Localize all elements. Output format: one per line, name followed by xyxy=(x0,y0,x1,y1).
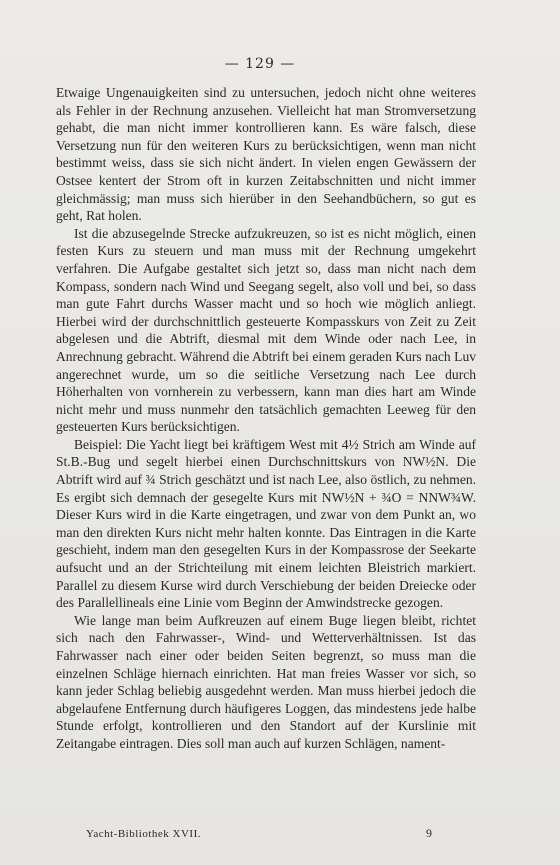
page-number: — 129 — xyxy=(224,56,296,72)
body-text xyxy=(56,84,476,753)
footer-series-title: Yacht-Bibliothek XVII. xyxy=(86,828,201,840)
paragraph-3: Beispiel: Die Yacht liegt bei kräftigem West mit 4½ Strich am Winde auf St.B.-Bug und segelt hierbei einen Durchschnittskurs von NW½N. Die Abtrift wird auf ¾ Strich geschätzt und ist nach Lee, also östlich, zu nehmen. Es ergibt sich demnach der gesegelte Kurs mit NW½N + ¾O = NNW¾W. Dieser Kurs wird in die Karte eingetragen, und zwar von dem Punkt an, wo man den direkten Kurs nicht mehr halten konnte. Das Eintragen in die Karte geschieht, indem man den gesegelten Kurs in der Kompassrose der Seekarte aufsucht und an der Strichteilung mit einem leichten Bleistrich markiert. Parallel zu diesem Kurse wird durch Verschiebung der beiden Dreiecke oder des Parallellineals eine Linie vom Beginn der Amwindstrecke gezogen. xyxy=(56,436,476,611)
paragraph-2: Ist die abzusegelnde Strecke aufzukreuzen, so ist es nicht möglich, einen festen Kurs zu steuern und man muss mit der Rechnung umgekehrt verfahren. Die Aufgabe gestaltet sich jetzt so, dass man nicht nach dem Kompass, sondern nach Wind und Seegang segelt, also voll und bei, so dass man gute Fahrt durchs Wasser macht und so hoch wie möglich anliegt. Hierbei wird der durchschnittlich gesteuerte Kompasskurs von Zeit zu Zeit abgelesen und die Abtrift, diesmal mit dem Winde oder nach Lee, in Anrechnung gebracht. Während die Abtrift bei einem geraden Kurs nach Luv angerechnet wurde, um so die seitliche Versetzung nach Lee durch Höherhalten von vornherein zu verbessern, kann man dies hart am Winde nicht mehr und muss nunmehr den tatsächlich gemachten Leeweg für den gesteuerten Kurs berücksichtigen. xyxy=(56,225,476,435)
footer-signature-mark: 9 xyxy=(426,826,432,840)
paragraph-1: Etwaige Ungenauigkeiten sind zu untersuchen, jedoch nicht ohne weiteres als Fehler in der Rechnung anzusehen. Vielleicht hat man Stromversetzung gehabt, die man nicht immer kontrollieren kann. Es wäre falsch, diese Versetzung nun für den weiteren Kurs zu berücksichtigen, wenn man nicht bestimmt weiss, dass sie sich nicht ändert. In vielen engen Gewässern der Ostsee kentert der Strom oft in kurzen Zeitabschnitten und nicht immer gleichmässig; man muss sich hierüber in den Seehandbüchern, so gut es geht, Rat holen. xyxy=(56,85,476,224)
paragraph-4: Wie lange man beim Aufkreuzen auf einem Buge liegen bleibt, richtet sich nach den Fahrwasser-, Wind- und Wetterverhältnissen. Ist das Fahrwasser nach einer oder beiden Seiten begrenzt, so muss man die einzelnen Schläge hiernach einrichten. Hat man freies Wasser vor sich, so kann jeder Schlag beliebig ausgedehnt werden. Man muss hierbei jedoch die abgelaufene Entfernung durch häufigeres Loggen, das mindestens jede halbe Stunde erfolgt, kontrollieren und den Standort auf der Kurslinie mit Zeitangabe eintragen. Dies soll man auch auf kurzen Schlägen, nament- xyxy=(56,612,476,751)
